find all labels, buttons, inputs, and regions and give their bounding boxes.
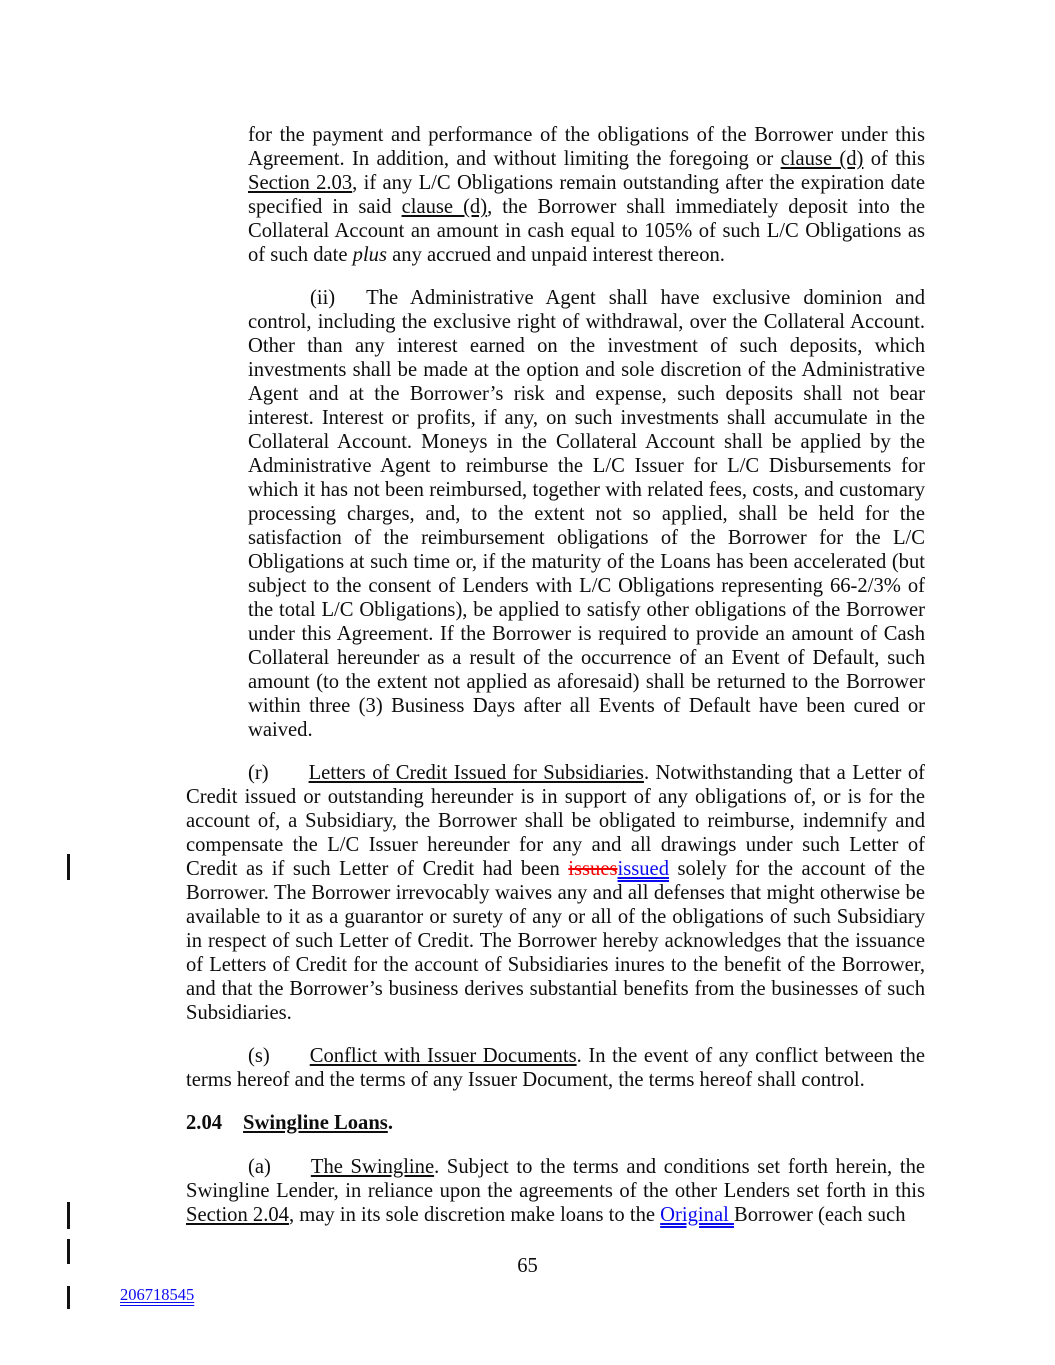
- paragraph-clause-r: (r) Letters of Credit Issued for Subsidiaries. Notwithstanding that a Letter of Credit issued or outstanding hereunder is in support of any obligations of, or is for the account of, a Subsidiary, the Borrower shall be obligated to reimburse, indemnify and compensate the L/C Issuer hereunder for any and all drawings under such Letter of Credit as if such Letter of Credit had been issuesissued solely for the account of the Borrower. The Borrower irrevocably waives any and all defenses that might otherwise be available to it as a guarantor or surety of any or all of the obligations of such Subsidiary in respect of such Letter of Credit. The Borrower hereby acknowledges that the issuance of Letters of Credit for the account of Subsidiaries inures to the benefit of the Borrower, and that the Borrower’s business derives substantial benefits from the businesses of such Subsidiaries.: [186, 762, 925, 1024]
- paragraph-clause-ii: (ii) The Administrative Agent shall have exclusive dominion and control, including the exclusive right of withdrawal, over the Collateral Account. Other than any interest earned on the investment of such deposits, which investments shall be made at the option and sole discretion of the Administrative Agent and at the Borrower’s risk and expense, such deposits shall not bear interest. Interest or profits, if any, on such investments shall accumulate in the Collateral Account. Moneys in the Collateral Account shall be applied by the Administrative Agent to reimburse the L/C Issuer for L/C Disbursements for which it has not been reimbursed, together with related fees, costs, and customary processing charges, and, to the extent not so applied, shall be held for the satisfaction of the reimbursement obligations of the Borrower for the L/C Obligations at such time or, if the maturity of the Loans has been accelerated (but subject to the consent of Lenders with L/C Obligations representing 66-2/3% of the total L/C Obligations), be applied to satisfy other obligations of the Borrower under this Agreement. If the Borrower is required to provide an amount of Cash Collateral hereunder as a result of the occurrence of an Event of Default, such amount (to the extent not applied as aforesaid) shall be returned to the Borrower within three (3) Business Days after all Events of Default have been cured or waived.: [248, 287, 925, 741]
- paragraph-opening-continuation: for the payment and performance of the obligations of the Borrower under this Agreement. In addition, and without limiting the foregoing or clause (d) of this Section 2.03, if any L/C Obligations remain outstanding after the expiration date specified in said clause (d), the Borrower shall immediately deposit into the Collateral Account an amount in cash equal to 105% of such L/C Obligations as of such date plus any accrued and unpaid interest thereon.: [248, 124, 925, 266]
- paragraph-clause-s: (s) Conflict with Issuer Documents. In the event of any conflict between the terms hereof and the terms of any Issuer Document, the terms hereof shall control.: [186, 1045, 925, 1091]
- document-id-footer: 206718545: [120, 1285, 195, 1304]
- revision-change-bar: [67, 1202, 70, 1229]
- section-heading-swingline-loans: 2.04 Swingline Loans.: [186, 1112, 393, 1134]
- revision-change-bar: [67, 1286, 70, 1309]
- page-body: [186, 123, 925, 1246]
- revision-change-bar: [67, 854, 70, 880]
- page-number: 65: [517, 1255, 538, 1277]
- paragraph-clause-a: (a) The Swingline. Subject to the terms and conditions set forth herein, the Swingline Lender, in reliance upon the agreements of the other Lenders set forth in this Section 2.04, may in its sole discretion make loans to the Original Borrower (each such: [186, 1156, 926, 1226]
